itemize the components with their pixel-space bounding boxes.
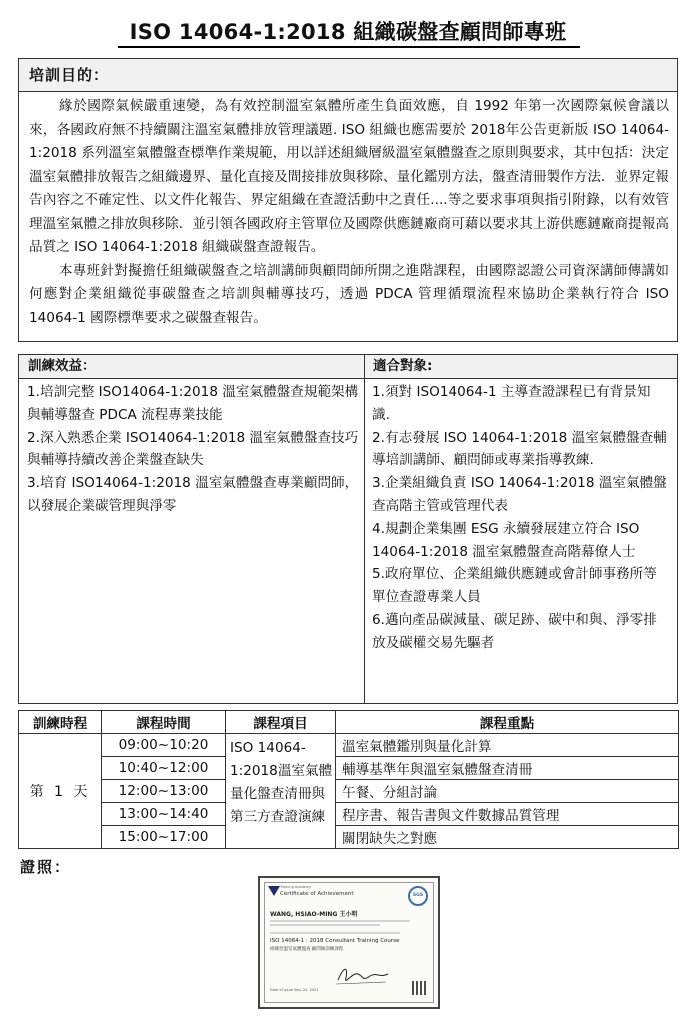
header-cell: 課程重點 bbox=[336, 711, 679, 734]
audience-item: 2.有志發展 ISO 14064-1:2018 溫室氣體盤查輔導培訓講師、顧問師或專業指導教練. bbox=[372, 429, 667, 469]
qr-code-icon bbox=[412, 981, 426, 995]
focus-cell: 關閉缺失之對應 bbox=[336, 826, 679, 849]
purpose-body bbox=[29, 95, 669, 330]
purpose-paragraph-1: 緣於國際氣候嚴重速變，為有效控制溫室氣體所產生負面效應，自 1992 年第一次國際氣候會議以來，各國政府無不持續關注溫室氣體排放管理議題. ISO 組織也應需要於 2018年公告更新版 ISO 14064-1:2018 系列溫室氣體盤查標準作業規範，用以詳述組織層級溫室氣體盤查之原則與要求，其中包括：決定溫室氣體排放報告之組織邊界、量化直接及間接排放與移除、量化鑑別方法，盤查清冊製作方法．並界定報告內容之不確定性、以文件化報告、界定組織在查證活動中之責任....等之要求事項與指引附錄，以有效管理溫室氣體之排放與移除．並引領各國政府主管單位及國際供應鏈廠商可藉以要求其上游供應鏈廠商提報高品質之 ISO 14064-1:2018 組織碳盤查證報告。 bbox=[29, 98, 669, 255]
focus-cell: 程序書、報告書與文件數據品質管理 bbox=[336, 803, 679, 826]
purpose-heading: 培訓目的： bbox=[19, 59, 677, 92]
time-cell: 12:00~13:00 bbox=[102, 780, 226, 803]
table-row bbox=[19, 780, 679, 803]
seal-icon: SGS bbox=[408, 886, 428, 906]
benefits-list bbox=[27, 381, 359, 518]
audience-heading: 適合對象: bbox=[373, 358, 433, 374]
purpose-paragraph-2: 本專班針對擬擔任組織碳盤查之培訓講師與顧問師所開之進階課程，由國際認證公司資深講師傳講如何應對企業組織從事碳盤查之培訓與輔導技巧，透過 PDCA 管理循環流程來協助企業執行符合 ISO 14064-1 國際標準要求之碳盤查報告。 bbox=[29, 262, 669, 326]
schedule-table bbox=[18, 710, 679, 849]
certificate-course-zh: 組織型溫室氣體盤查 顧問師訓練課程 bbox=[270, 947, 344, 952]
certificate-heading: Certificate of Achievement bbox=[280, 891, 354, 897]
certificate-text-line bbox=[270, 920, 410, 922]
audience-item: 5.政府單位、企業組織供應鏈或會計師事務所等單位查證專業人員 bbox=[372, 566, 657, 606]
benefits-header-row bbox=[19, 355, 677, 379]
certificate-image bbox=[258, 876, 440, 1009]
benefits-audience-section bbox=[18, 354, 678, 704]
schedule-header-row bbox=[19, 711, 679, 734]
audience-list bbox=[372, 381, 668, 655]
benefit-item: 2.深入熟悉企業 ISO14064-1:2018 溫室氣體盤查技巧與輔導持續改善企業盤查缺失 bbox=[27, 429, 359, 469]
audience-item: 4.規劃企業集團 ESG 永續發展建立符合 ISO 14064-1:2018 溫室氣體盤查高階幕僚人士 bbox=[372, 520, 640, 560]
title-underline bbox=[118, 46, 580, 48]
audience-item: 3.企業組織負責 ISO 14064-1:2018 溫室氣體盤查高階主管或管理代表 bbox=[372, 475, 667, 514]
time-cell: 15:00~17:00 bbox=[102, 826, 226, 849]
benefits-heading: 訓練效益： bbox=[28, 358, 96, 374]
time-cell: 13:00~14:40 bbox=[102, 803, 226, 826]
day-cell: 第 1 天 bbox=[19, 734, 102, 849]
table-row bbox=[19, 826, 679, 849]
header-cell: 課程項目 bbox=[226, 711, 336, 734]
time-cell: 10:40~12:00 bbox=[102, 757, 226, 780]
audience-item: 1.須對 ISO14064-1 主導查證課程已有背景知識. bbox=[372, 384, 651, 423]
certificate-name: WANG, HSIAO-MING 王小明 bbox=[270, 911, 358, 918]
table-row bbox=[19, 757, 679, 780]
table-row bbox=[19, 803, 679, 826]
shield-logo-icon bbox=[268, 886, 280, 896]
header-cell: 訓練時程 bbox=[19, 711, 102, 734]
benefit-item: 1.培訓完整 ISO14064-1:2018 溫室氣體盤查規範架構與輔導盤查 PDCA 流程專業技能 bbox=[27, 384, 359, 423]
certificate-course-en: ISO 14064-1 : 2018 Consultant Training Course bbox=[270, 938, 400, 944]
column-divider bbox=[364, 355, 365, 703]
header-cell: 課程時間 bbox=[102, 711, 226, 734]
focus-cell: 午餐、分組討論 bbox=[336, 780, 679, 803]
certificate-text-line bbox=[270, 924, 380, 926]
page-title: ISO 14064-1:2018 組織碳盤查顧問師專班 bbox=[129, 20, 567, 44]
course-item-cell: ISO 14064-1:2018溫室氣體量化盤查清冊與第三方查證演練 bbox=[226, 734, 336, 849]
benefit-item: 3.培育 ISO14064-1:2018 溫室氣體盤查專業顧問師，以發展企業碳管理與淨零 bbox=[27, 475, 359, 514]
signature-icon bbox=[334, 962, 390, 988]
certificate-footer: Date of issue Sep. 20, 2021 bbox=[270, 988, 319, 992]
table-row bbox=[19, 734, 679, 757]
time-cell: 09:00~10:20 bbox=[102, 734, 226, 757]
purpose-section bbox=[18, 58, 678, 342]
certificate-text-line bbox=[270, 932, 400, 934]
focus-cell: 輔導基準年與溫室氣體盤查清冊 bbox=[336, 757, 679, 780]
certificate-label: 證照： bbox=[20, 858, 72, 876]
audience-item: 6.邁向產品碳減量、碳足跡、碳中和與、淨零排放及碳權交易先驅者 bbox=[372, 611, 657, 651]
certificate-top-label: Training Academy bbox=[280, 885, 312, 889]
focus-cell: 溫室氣體鑑別與量化計算 bbox=[336, 734, 679, 757]
